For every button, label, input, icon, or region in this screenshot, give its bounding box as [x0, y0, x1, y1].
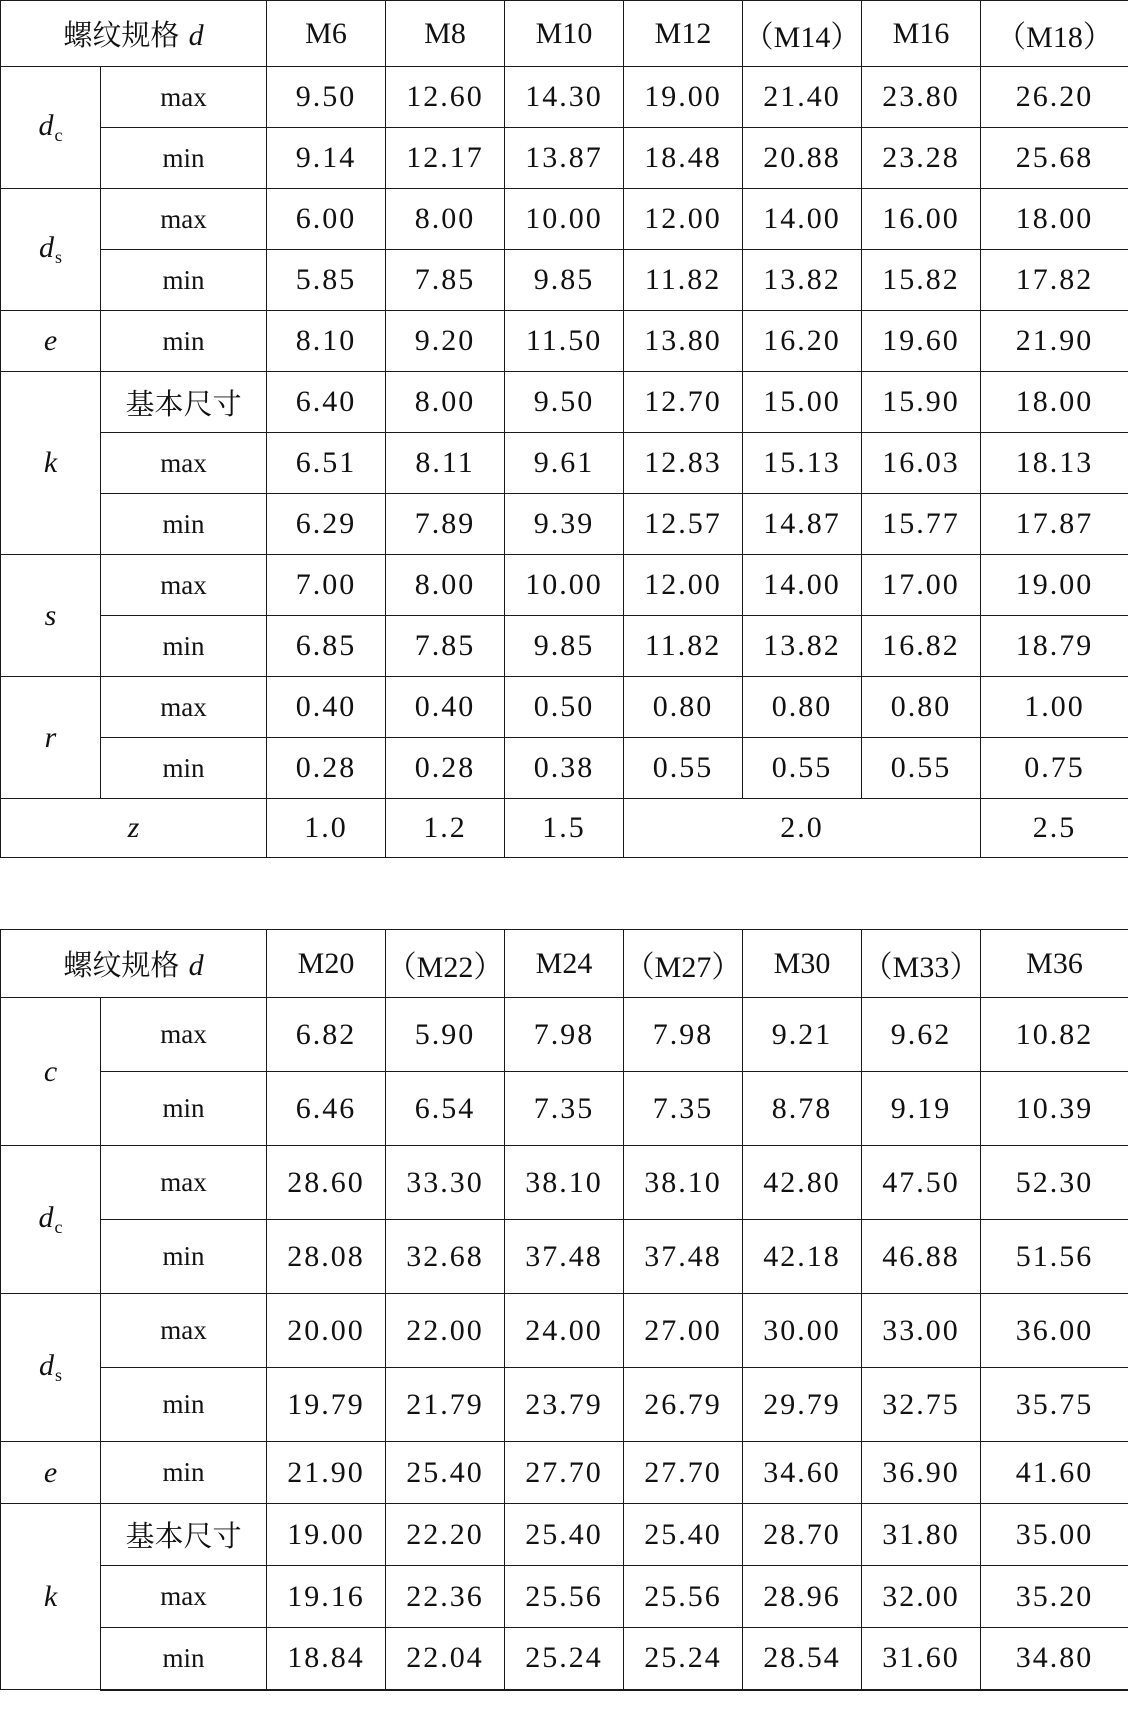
value-cell: 1.0 [267, 799, 386, 858]
symbol-subscript: c [54, 125, 63, 145]
value-cell: 28.08 [267, 1220, 386, 1294]
value-cell: 12.70 [624, 372, 743, 433]
value-cell: 38.10 [624, 1146, 743, 1220]
symbol: k [43, 446, 58, 479]
value-cell: 12.60 [386, 67, 505, 128]
value-cell: 9.50 [505, 372, 624, 433]
table-row [1, 738, 1128, 799]
symbol: d [38, 1201, 54, 1234]
value-cell: 22.04 [386, 1628, 505, 1690]
value-cell: 25.68 [981, 128, 1128, 189]
spec-column-header: M16 [862, 1, 981, 67]
symbol: k [43, 1579, 58, 1613]
table-row [1, 311, 1128, 372]
value-cell: 36.90 [862, 1442, 981, 1504]
table-row [1, 1146, 1128, 1220]
param-symbol [1, 998, 101, 1146]
value-cell: 17.87 [981, 494, 1128, 555]
param-symbol [1, 1442, 101, 1504]
spec-column-header: M12 [624, 1, 743, 67]
value-cell: 27.70 [624, 1442, 743, 1504]
sub-param: min [101, 1072, 267, 1146]
value-cell: 15.13 [743, 433, 862, 494]
spec-column-header: M8 [386, 1, 505, 67]
value-cell: 9.14 [267, 128, 386, 189]
value-cell: 7.98 [624, 998, 743, 1072]
value-cell: 13.82 [743, 616, 862, 677]
value-cell: 0.55 [624, 738, 743, 799]
sub-param: max [101, 1566, 267, 1628]
thread-spec-label: 螺纹规格 [63, 948, 180, 982]
table-row [1, 372, 1128, 433]
value-cell: 9.61 [505, 433, 624, 494]
value-cell: 52.30 [981, 1146, 1128, 1220]
value-cell: 10.00 [505, 555, 624, 616]
value-cell: 36.00 [981, 1294, 1128, 1368]
sub-param: 基本尺寸 [101, 1504, 267, 1566]
thread-spec-var: d [188, 949, 204, 982]
value-cell: 8.00 [386, 555, 505, 616]
value-cell: 0.40 [386, 677, 505, 738]
value-cell: 15.90 [862, 372, 981, 433]
value-cell: 41.60 [981, 1442, 1128, 1504]
value-cell: 7.35 [505, 1072, 624, 1146]
value-cell: 7.85 [386, 250, 505, 311]
spec-column-header: （M27） [624, 930, 743, 998]
table-row [1, 1368, 1128, 1442]
table-row [1, 1442, 1128, 1504]
value-cell: 19.00 [624, 67, 743, 128]
spec-column-header: M24 [505, 930, 624, 998]
value-cell: 0.28 [386, 738, 505, 799]
symbol: d [38, 231, 54, 264]
value-cell: 16.00 [862, 189, 981, 250]
sub-param: max [101, 1294, 267, 1368]
table-row [1, 67, 1128, 128]
table-row [1, 189, 1128, 250]
value-cell: 35.00 [981, 1504, 1128, 1566]
value-cell: 9.85 [505, 616, 624, 677]
value-cell: 25.40 [386, 1442, 505, 1504]
thread-spec-header [1, 930, 267, 998]
value-cell: 51.56 [981, 1220, 1128, 1294]
value-cell: 27.00 [624, 1294, 743, 1368]
value-cell: 6.85 [267, 616, 386, 677]
value-cell: 16.03 [862, 433, 981, 494]
value-cell: 25.56 [624, 1566, 743, 1628]
header-row [1, 1, 1128, 67]
value-cell: 25.40 [624, 1504, 743, 1566]
value-cell: 28.60 [267, 1146, 386, 1220]
value-cell: 7.85 [386, 616, 505, 677]
value-cell: 0.50 [505, 677, 624, 738]
value-cell: 13.80 [624, 311, 743, 372]
value-cell: 15.82 [862, 250, 981, 311]
value-cell: 12.17 [386, 128, 505, 189]
table-row [1, 555, 1128, 616]
sub-param: min [101, 1628, 267, 1690]
sub-param: max [101, 555, 267, 616]
value-cell: 6.82 [267, 998, 386, 1072]
value-cell: 20.00 [267, 1294, 386, 1368]
value-cell: 18.84 [267, 1628, 386, 1690]
value-cell: 28.54 [743, 1628, 862, 1690]
value-cell: 25.24 [624, 1628, 743, 1690]
value-cell: 32.75 [862, 1368, 981, 1442]
value-cell: 25.40 [505, 1504, 624, 1566]
sub-param: max [101, 677, 267, 738]
table-row [1, 1072, 1128, 1146]
value-cell: 7.35 [624, 1072, 743, 1146]
spec-column-header: M20 [267, 930, 386, 998]
value-cell: 12.57 [624, 494, 743, 555]
spec-column-header: （M22） [386, 930, 505, 998]
symbol: r [44, 720, 57, 754]
sub-param: min [101, 616, 267, 677]
value-cell: 18.79 [981, 616, 1128, 677]
symbol: e [43, 324, 58, 357]
value-cell: 32.00 [862, 1566, 981, 1628]
value-cell: 10.39 [981, 1072, 1128, 1146]
value-cell: 18.00 [981, 372, 1128, 433]
value-cell: 23.79 [505, 1368, 624, 1442]
sub-param: max [101, 67, 267, 128]
value-cell: 8.00 [386, 189, 505, 250]
param-symbol [1, 1504, 101, 1690]
value-cell: 14.87 [743, 494, 862, 555]
value-cell: 19.00 [267, 1504, 386, 1566]
value-cell: 46.88 [862, 1220, 981, 1294]
symbol-subscript: c [54, 1217, 63, 1237]
table-row [1, 677, 1128, 738]
value-cell: 37.48 [505, 1220, 624, 1294]
value-cell: 34.80 [981, 1628, 1128, 1690]
symbol: d [38, 1349, 54, 1382]
spec-column-header: M6 [267, 1, 386, 67]
table-row [1, 1220, 1128, 1294]
value-cell: 9.62 [862, 998, 981, 1072]
spec-column-header: M36 [981, 930, 1128, 998]
value-cell: 9.85 [505, 250, 624, 311]
value-cell: 12.00 [624, 555, 743, 616]
sub-param: min [101, 1368, 267, 1442]
value-cell: 28.70 [743, 1504, 862, 1566]
value-cell: 16.82 [862, 616, 981, 677]
param-symbol [1, 677, 101, 799]
value-cell: 8.10 [267, 311, 386, 372]
sub-param: min [101, 1220, 267, 1294]
thread-spec-header [1, 1, 267, 67]
value-cell: 5.85 [267, 250, 386, 311]
value-cell: 8.00 [386, 372, 505, 433]
value-cell: 2.0 [624, 799, 981, 858]
value-cell: 0.38 [505, 738, 624, 799]
value-cell: 21.40 [743, 67, 862, 128]
value-cell: 35.20 [981, 1566, 1128, 1628]
sub-param: 基本尺寸 [101, 372, 267, 433]
value-cell: 42.18 [743, 1220, 862, 1294]
value-cell: 9.39 [505, 494, 624, 555]
value-cell: 33.00 [862, 1294, 981, 1368]
param-symbol [1, 555, 101, 677]
value-cell: 9.50 [267, 67, 386, 128]
thread-spec-var: d [188, 19, 204, 52]
value-cell: 16.20 [743, 311, 862, 372]
symbol: d [38, 109, 54, 142]
thread-spec-label: 螺纹规格 [63, 18, 180, 52]
value-cell: 0.80 [862, 677, 981, 738]
value-cell: 1.5 [505, 799, 624, 858]
value-cell: 0.80 [743, 677, 862, 738]
value-cell: 37.48 [624, 1220, 743, 1294]
value-cell: 15.77 [862, 494, 981, 555]
value-cell: 15.00 [743, 372, 862, 433]
table-row [1, 433, 1128, 494]
value-cell: 0.55 [743, 738, 862, 799]
value-cell: 26.20 [981, 67, 1128, 128]
value-cell: 17.00 [862, 555, 981, 616]
value-cell: 6.54 [386, 1072, 505, 1146]
value-cell: 9.20 [386, 311, 505, 372]
value-cell: 0.80 [624, 677, 743, 738]
value-cell: 22.36 [386, 1566, 505, 1628]
value-cell: 19.00 [981, 555, 1128, 616]
sub-param: min [101, 738, 267, 799]
value-cell: 22.00 [386, 1294, 505, 1368]
symbol: e [43, 1455, 58, 1489]
spec-column-header: M30 [743, 930, 862, 998]
value-cell: 7.98 [505, 998, 624, 1072]
value-cell: 0.28 [267, 738, 386, 799]
value-cell: 9.21 [743, 998, 862, 1072]
value-cell: 18.13 [981, 433, 1128, 494]
symbol-subscript: s [54, 1365, 62, 1385]
spec-column-header: M10 [505, 1, 624, 67]
value-cell: 7.89 [386, 494, 505, 555]
value-cell: 23.28 [862, 128, 981, 189]
value-cell: 0.55 [862, 738, 981, 799]
value-cell: 24.00 [505, 1294, 624, 1368]
value-cell: 19.16 [267, 1566, 386, 1628]
value-cell: 21.90 [981, 311, 1128, 372]
value-cell: 12.00 [624, 189, 743, 250]
table-row [1, 1504, 1128, 1566]
value-cell: 0.75 [981, 738, 1128, 799]
param-symbol [1, 1146, 101, 1294]
value-cell: 14.30 [505, 67, 624, 128]
value-cell: 31.80 [862, 1504, 981, 1566]
sub-param: max [101, 998, 267, 1072]
value-cell: 28.96 [743, 1566, 862, 1628]
table-row [1, 998, 1128, 1072]
value-cell: 33.30 [386, 1146, 505, 1220]
spec-column-header: （M33） [862, 930, 981, 998]
value-cell: 42.80 [743, 1146, 862, 1220]
table-row [1, 250, 1128, 311]
param-symbol [1, 189, 101, 311]
table-row [1, 1628, 1128, 1690]
value-cell: 11.82 [624, 616, 743, 677]
value-cell: 10.00 [505, 189, 624, 250]
param-symbol [1, 372, 101, 555]
value-cell: 25.56 [505, 1566, 624, 1628]
sub-param: max [101, 1146, 267, 1220]
value-cell: 2.5 [981, 799, 1128, 858]
value-cell: 1.2 [386, 799, 505, 858]
param-symbol [1, 67, 101, 189]
sub-param: min [101, 494, 267, 555]
value-cell: 12.83 [624, 433, 743, 494]
value-cell: 1.00 [981, 677, 1128, 738]
table-row [1, 1566, 1128, 1628]
value-cell: 35.75 [981, 1368, 1128, 1442]
value-cell: 21.90 [267, 1442, 386, 1504]
value-cell: 30.00 [743, 1294, 862, 1368]
value-cell: 5.90 [386, 998, 505, 1072]
sub-param: min [101, 250, 267, 311]
sub-param: min [101, 1442, 267, 1504]
value-cell: 18.00 [981, 189, 1128, 250]
value-cell: 29.79 [743, 1368, 862, 1442]
symbol: s [44, 598, 57, 632]
spec-column-header: （M18） [981, 1, 1128, 67]
value-cell: 6.29 [267, 494, 386, 555]
value-cell: 17.82 [981, 250, 1128, 311]
table-row [1, 494, 1128, 555]
value-cell: 14.00 [743, 555, 862, 616]
value-cell: 0.40 [267, 677, 386, 738]
sub-param: max [101, 433, 267, 494]
value-cell: 6.00 [267, 189, 386, 250]
value-cell: 31.60 [862, 1628, 981, 1690]
value-cell: 14.00 [743, 189, 862, 250]
value-cell: 20.88 [743, 128, 862, 189]
sub-param: max [101, 189, 267, 250]
value-cell: 8.78 [743, 1072, 862, 1146]
table-row [1, 1294, 1128, 1368]
value-cell: 13.87 [505, 128, 624, 189]
table-row [1, 128, 1128, 189]
value-cell: 19.60 [862, 311, 981, 372]
param-symbol [1, 311, 101, 372]
sub-param: min [101, 311, 267, 372]
value-cell: 6.40 [267, 372, 386, 433]
value-cell: 27.70 [505, 1442, 624, 1504]
value-cell: 34.60 [743, 1442, 862, 1504]
value-cell: 22.20 [386, 1504, 505, 1566]
value-cell: 10.82 [981, 998, 1128, 1072]
sub-param: min [101, 128, 267, 189]
value-cell: 6.46 [267, 1072, 386, 1146]
value-cell: 25.24 [505, 1628, 624, 1690]
value-cell: 7.00 [267, 555, 386, 616]
value-cell: 26.79 [624, 1368, 743, 1442]
value-cell: 9.19 [862, 1072, 981, 1146]
thread-spec-table-2 [0, 929, 1128, 1691]
z-row [1, 799, 1128, 858]
value-cell: 21.79 [386, 1368, 505, 1442]
symbol: c [43, 1054, 58, 1088]
symbol: z [127, 811, 140, 844]
value-cell: 32.68 [386, 1220, 505, 1294]
value-cell: 11.50 [505, 311, 624, 372]
value-cell: 13.82 [743, 250, 862, 311]
param-symbol [1, 1294, 101, 1442]
spec-column-header: （M14） [743, 1, 862, 67]
value-cell: 18.48 [624, 128, 743, 189]
value-cell: 23.80 [862, 67, 981, 128]
symbol-subscript: s [54, 247, 62, 267]
header-row [1, 930, 1128, 998]
value-cell: 11.82 [624, 250, 743, 311]
value-cell: 6.51 [267, 433, 386, 494]
value-cell: 47.50 [862, 1146, 981, 1220]
param-symbol [1, 799, 267, 858]
value-cell: 38.10 [505, 1146, 624, 1220]
table-row [1, 616, 1128, 677]
value-cell: 19.79 [267, 1368, 386, 1442]
value-cell: 8.11 [386, 433, 505, 494]
